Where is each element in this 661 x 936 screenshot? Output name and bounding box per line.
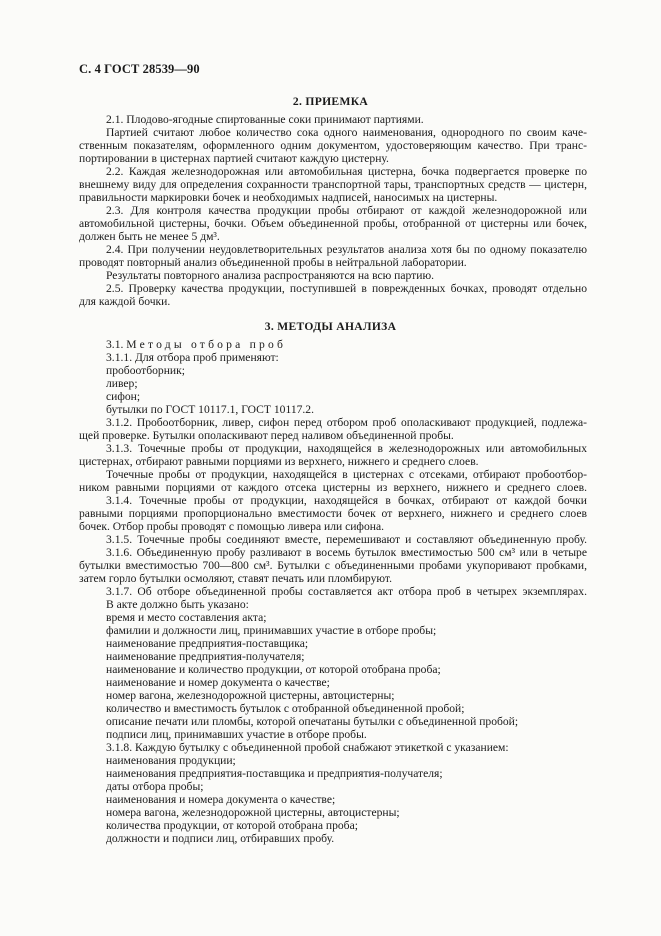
paragraph-line: В акте должно быть указано:	[106, 598, 249, 611]
paragraph-line: 2.2. Каждая железнодорожная или автомобильная цистерна, бочка подвергается проверке по	[106, 165, 587, 178]
paragraph-line: 2.5. Проверку качества продукции, поступившей в поврежденных бочках, проводят отдельно	[106, 282, 587, 295]
list-item: даты отбора пробы;	[106, 780, 204, 793]
paragraph-line: 3.1.6. Объединенную пробу разливают в восемь бутылок вместимостью 500 см³ или в четыре	[106, 546, 587, 559]
list-item: количества продукции, от которой отобрана проба;	[106, 819, 358, 832]
list-item: наименование и количество продукции, от которой отобрана проба;	[106, 663, 441, 676]
list-item: наименование предприятия-поставщика;	[106, 637, 309, 650]
list-item: наименование и номер документа о качестве;	[106, 676, 330, 689]
paragraph-line: внешнему виду для определения сохранности транспортной тары, транспортных средств — цистерн,	[79, 178, 587, 191]
paragraph-line: затем горло бутылки осмоляют, ставят печать или пломбируют.	[79, 572, 392, 585]
section-2-title: 2. ПРИЕМКА	[292, 95, 369, 108]
list-item: сифон;	[106, 390, 141, 403]
paragraph-line: 2.1. Плодово-ягодные спиртованные соки принимают партиями.	[106, 113, 424, 126]
list-item: бутылки по ГОСТ 10117.1, ГОСТ 10117.2.	[106, 403, 315, 416]
paragraph-line: 3.1.2. Пробоотборник, ливер, сифон перед отбором проб ополаскивают продукцией, подлежа-	[106, 416, 587, 429]
paragraph-line: бочек. Отбор пробы проводят с помощью ливера или сифона.	[79, 520, 384, 533]
paragraph-line: Партией считают любое количество сока одного наименования, однородного по своим каче-	[106, 126, 587, 139]
paragraph-line: равными порциями пропорционально вместимости бочек от верхнего, нижнего и среднего слоев	[79, 507, 587, 520]
page-header: С. 4 ГОСТ 28539—90	[79, 62, 200, 76]
paragraph-line: Результаты повторного анализа распространяются на всю партию.	[106, 269, 435, 282]
paragraph-line: 3.1.4. Точечные пробы от продукции, находящейся в бочках, отбирают от каждой бочки	[106, 494, 587, 507]
paragraph-line: проводят повторный анализ объединенной пробы в нейтральной лаборатории.	[79, 256, 467, 269]
paragraph-line: щей проверке. Бутылки ополаскивают перед наливом объединенной пробы.	[79, 429, 454, 442]
paragraph-line: должен быть не менее 5 дм³.	[79, 230, 220, 243]
paragraph-line: 3.1.5. Точечные пробы соединяют вместе, перемешивают и составляют объединенную пробу.	[106, 533, 587, 546]
paragraph-line: правильности маркировки бочек и необходимых надписей, наносимых на цистерны.	[79, 191, 498, 204]
paragraph-line: портировании в цистернах партией считают каждую цистерну.	[79, 152, 389, 165]
paragraph-line: 3.1.7. Об отборе объединенной пробы составляется акт отбора проб в четырех экземплярах.	[106, 585, 587, 598]
subsection-number: 3.1.	[106, 338, 124, 351]
list-item: пробоотборник;	[106, 364, 185, 377]
paragraph-line: цистернах, отбирают равными порциями из верхнего, нижнего и среднего слоев.	[79, 455, 479, 468]
paragraph-line: 3.1.8. Каждую бутылку с объединенной пробой снабжают этикеткой с указанием:	[106, 741, 509, 754]
subsection-title: Методы отбора проб	[126, 338, 287, 351]
paragraph-line: ником равными порциями от каждого отсека цистерны из верхнего, нижнего и среднего слоев.	[79, 481, 587, 494]
paragraph-line: для каждой бочки.	[79, 295, 171, 308]
paragraph-line: 2.4. При получении неудовлетворительных результатов анализа хотя бы по одному показателю	[106, 243, 587, 256]
list-item: номера вагона, железнодорожной цистерны, автоцистерны;	[106, 806, 400, 819]
paragraph-line: Точечные пробы от продукции, находящейся в цистернах с отсеками, отбирают пробоотбор-	[106, 468, 587, 481]
list-item: фамилии и должности лиц, принимавших участие в отборе пробы;	[106, 624, 437, 637]
list-item: подписи лиц, принимавших участие в отборе пробы.	[106, 728, 367, 741]
list-item: наименование предприятия-получателя;	[106, 650, 305, 663]
list-item: время и место составления акта;	[106, 611, 267, 624]
subsection-heading	[106, 338, 286, 351]
paragraph-line: автомобильной цистерны, бочки. Объем объединенной пробы, отобранной от цистерны или бочек,	[79, 217, 587, 230]
list-item: должности и подписи лиц, отбиравших пробу.	[106, 832, 335, 845]
paragraph-line: 3.1.3. Точечные пробы от продукции, находящейся в железнодорожных или автомобильных	[106, 442, 587, 455]
paragraph-line: 3.1.1. Для отбора проб применяют:	[106, 351, 279, 364]
list-item: наименования продукции;	[106, 754, 236, 767]
list-item: номер вагона, железнодорожной цистерны, автоцистерны;	[106, 689, 395, 702]
list-item: наименования предприятия-поставщика и предприятия-получателя;	[106, 767, 443, 780]
list-item: количество и вместимость бутылок с отобранной объединенной пробой;	[106, 702, 465, 715]
paragraph-line: ственным показателям, оформленного одним документом, удостоверяющим качество. При транс-	[79, 139, 587, 152]
paragraph-line: 2.3. Для контроля качества продукции пробы отбирают от каждой железнодорожной или	[106, 204, 587, 217]
paragraph-line: бутылки вместимостью 700—800 см³. Бутылки с объединенными пробами укупоривают пробками,	[79, 559, 587, 572]
list-item: описание печати или пломбы, которой опечатаны бутылки с объединенной пробой;	[106, 715, 519, 728]
list-item: ливер;	[106, 377, 138, 390]
section-3-title: 3. МЕТОДЫ АНАЛИЗА	[264, 320, 397, 333]
list-item: наименования и номера документа о качестве;	[106, 793, 336, 806]
